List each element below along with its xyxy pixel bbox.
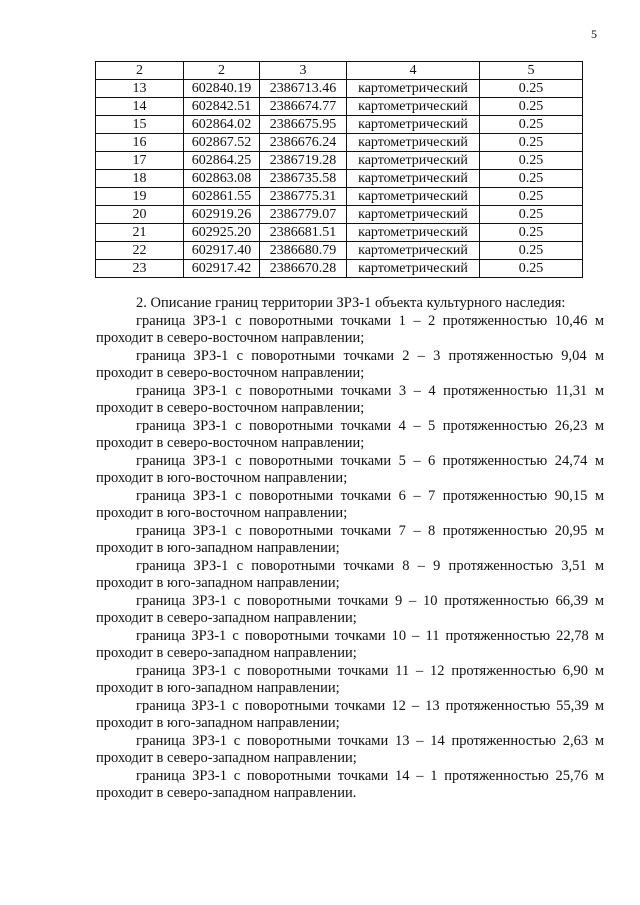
boundary-item-direction: проходит в северо-восточном направлении; (96, 435, 365, 451)
boundary-item (96, 313, 604, 348)
boundary-item-direction: проходит в юго-западном направлении; (96, 540, 340, 556)
page-number: 5 (591, 27, 597, 41)
table-cell: картометрический (347, 134, 480, 152)
table-row (96, 260, 583, 278)
table-cell: 13 (96, 80, 184, 98)
boundary-item (96, 523, 604, 558)
header-cell: 4 (347, 62, 480, 80)
table-cell: 602917.40 (184, 242, 260, 260)
table-cell: 0.25 (480, 242, 583, 260)
table-row (96, 152, 583, 170)
table-cell: картометрический (347, 152, 480, 170)
table-cell: 602864.02 (184, 116, 260, 134)
table-row (96, 134, 583, 152)
boundary-item-direction: проходит в юго-западном направлении; (96, 575, 340, 591)
boundary-item (96, 663, 604, 698)
boundary-item-line: граница ЗРЗ-1 с поворотными точками 7 – 8 протяженностью 20,95 м (136, 522, 604, 539)
table-cell: 2386713.46 (260, 80, 347, 98)
table-cell: 602867.52 (184, 134, 260, 152)
table-cell: 14 (96, 98, 184, 116)
table-cell: 2386676.24 (260, 134, 347, 152)
table-cell: 0.25 (480, 98, 583, 116)
boundary-item-line: граница ЗРЗ-1 с поворотными точками 13 – 14 протяженностью 2,63 м (136, 732, 604, 749)
boundary-item (96, 453, 604, 488)
table-cell: 602861.55 (184, 188, 260, 206)
table-cell: картометрический (347, 188, 480, 206)
boundary-item-line: граница ЗРЗ-1 с поворотными точками 11 – 12 протяженностью 6,90 м (136, 662, 604, 679)
table-body (96, 80, 583, 278)
table-row (96, 224, 583, 242)
boundary-item-line: граница ЗРЗ-1 с поворотными точками 1 – 2 протяженностью 10,46 м (136, 312, 604, 329)
table-row (96, 98, 583, 116)
table-cell: 19 (96, 188, 184, 206)
table-cell: 2386680.79 (260, 242, 347, 260)
table-cell: 602925.20 (184, 224, 260, 242)
section-heading: 2. Описание границ территории ЗРЗ-1 объекта культурного наследия: (136, 295, 566, 311)
table-cell: 23 (96, 260, 184, 278)
table-cell: 0.25 (480, 188, 583, 206)
table-cell: 602863.08 (184, 170, 260, 188)
table-cell: 602840.19 (184, 80, 260, 98)
table-cell: картометрический (347, 206, 480, 224)
table-cell: картометрический (347, 242, 480, 260)
boundary-description (96, 295, 604, 803)
boundary-item (96, 488, 604, 523)
boundary-item (96, 698, 604, 733)
boundary-item-direction: проходит в юго-западном направлении; (96, 715, 340, 731)
boundary-item (96, 348, 604, 383)
boundary-item-line: граница ЗРЗ-1 с поворотными точками 6 – 7 протяженностью 90,15 м (136, 487, 604, 504)
boundary-item-line: граница ЗРЗ-1 с поворотными точками 8 – 9 протяженностью 3,51 м (136, 557, 604, 574)
boundary-item (96, 733, 604, 768)
boundary-item-line: граница ЗРЗ-1 с поворотными точками 4 – 5 протяженностью 26,23 м (136, 417, 604, 434)
boundary-item-line: граница ЗРЗ-1 с поворотными точками 10 – 11 протяженностью 22,78 м (136, 627, 604, 644)
boundary-item-direction: проходит в северо-западном направлении; (96, 750, 357, 766)
header-cell: 5 (480, 62, 583, 80)
table-cell: 2386675.95 (260, 116, 347, 134)
table-cell: 2386779.07 (260, 206, 347, 224)
boundary-item-direction: проходит в северо-западном направлении; (96, 645, 357, 661)
table-row (96, 170, 583, 188)
table-cell: 0.25 (480, 152, 583, 170)
boundary-item-line: граница ЗРЗ-1 с поворотными точками 5 – 6 протяженностью 24,74 м (136, 452, 604, 469)
boundary-item (96, 558, 604, 593)
table-cell: 21 (96, 224, 184, 242)
boundary-item (96, 418, 604, 453)
table-row (96, 206, 583, 224)
boundary-item-direction: проходит в северо-восточном направлении; (96, 365, 365, 381)
boundary-item (96, 628, 604, 663)
table-cell: картометрический (347, 260, 480, 278)
table-cell: 17 (96, 152, 184, 170)
boundary-item-direction: проходит в юго-восточном направлении; (96, 470, 348, 486)
header-cell: 3 (260, 62, 347, 80)
boundary-item-direction: проходит в юго-западном направлении; (96, 680, 340, 696)
table-cell: картометрический (347, 80, 480, 98)
boundary-item-direction: проходит в северо-восточном направлении; (96, 330, 365, 346)
table-cell: 0.25 (480, 116, 583, 134)
boundary-item-direction: проходит в северо-западном направлении; (96, 610, 357, 626)
table-cell: 602842.51 (184, 98, 260, 116)
boundary-item (96, 593, 604, 628)
table-cell: 15 (96, 116, 184, 134)
table-cell: 602917.42 (184, 260, 260, 278)
table-cell: картометрический (347, 98, 480, 116)
table-cell: 2386719.28 (260, 152, 347, 170)
table-cell: 0.25 (480, 260, 583, 278)
table-cell: 2386775.31 (260, 188, 347, 206)
table-cell: 16 (96, 134, 184, 152)
boundary-items (96, 313, 604, 803)
table-cell: картометрический (347, 224, 480, 242)
boundary-item-line: граница ЗРЗ-1 с поворотными точками 3 – 4 протяженностью 11,31 м (136, 382, 604, 399)
table-cell: картометрический (347, 170, 480, 188)
table-cell: 0.25 (480, 206, 583, 224)
table-cell: 602919.26 (184, 206, 260, 224)
header-cell: 2 (184, 62, 260, 80)
table-cell: 0.25 (480, 224, 583, 242)
boundary-item-line: граница ЗРЗ-1 с поворотными точками 14 – 1 протяженностью 25,76 м (136, 767, 604, 784)
boundary-item (96, 383, 604, 418)
table-cell: 2386681.51 (260, 224, 347, 242)
boundary-item-direction: проходит в юго-восточном направлении; (96, 505, 348, 521)
table-cell: 2386674.77 (260, 98, 347, 116)
coordinates-table (95, 61, 583, 278)
boundary-item-line: граница ЗРЗ-1 с поворотными точками 12 – 13 протяженностью 55,39 м (136, 697, 604, 714)
table-cell: 2386670.28 (260, 260, 347, 278)
table-row (96, 188, 583, 206)
table-cell: 602864.25 (184, 152, 260, 170)
boundary-item (96, 768, 604, 803)
header-cell: 2 (96, 62, 184, 80)
table-cell: картометрический (347, 116, 480, 134)
table-cell: 0.25 (480, 134, 583, 152)
table-row (96, 116, 583, 134)
boundary-item-direction: проходит в северо-восточном направлении; (96, 400, 365, 416)
table-cell: 0.25 (480, 80, 583, 98)
boundary-item-line: граница ЗРЗ-1 с поворотными точками 2 – 3 протяженностью 9,04 м (136, 347, 604, 364)
table-cell: 2386735.58 (260, 170, 347, 188)
table-header-row (96, 62, 583, 80)
boundary-item-direction: проходит в северо-западном направлении. (96, 785, 357, 801)
table-cell: 22 (96, 242, 184, 260)
table-cell: 20 (96, 206, 184, 224)
table-row (96, 242, 583, 260)
table-cell: 18 (96, 170, 184, 188)
table-cell: 0.25 (480, 170, 583, 188)
boundary-item-line: граница ЗРЗ-1 с поворотными точками 9 – 10 протяженностью 66,39 м (136, 592, 604, 609)
table-row (96, 80, 583, 98)
